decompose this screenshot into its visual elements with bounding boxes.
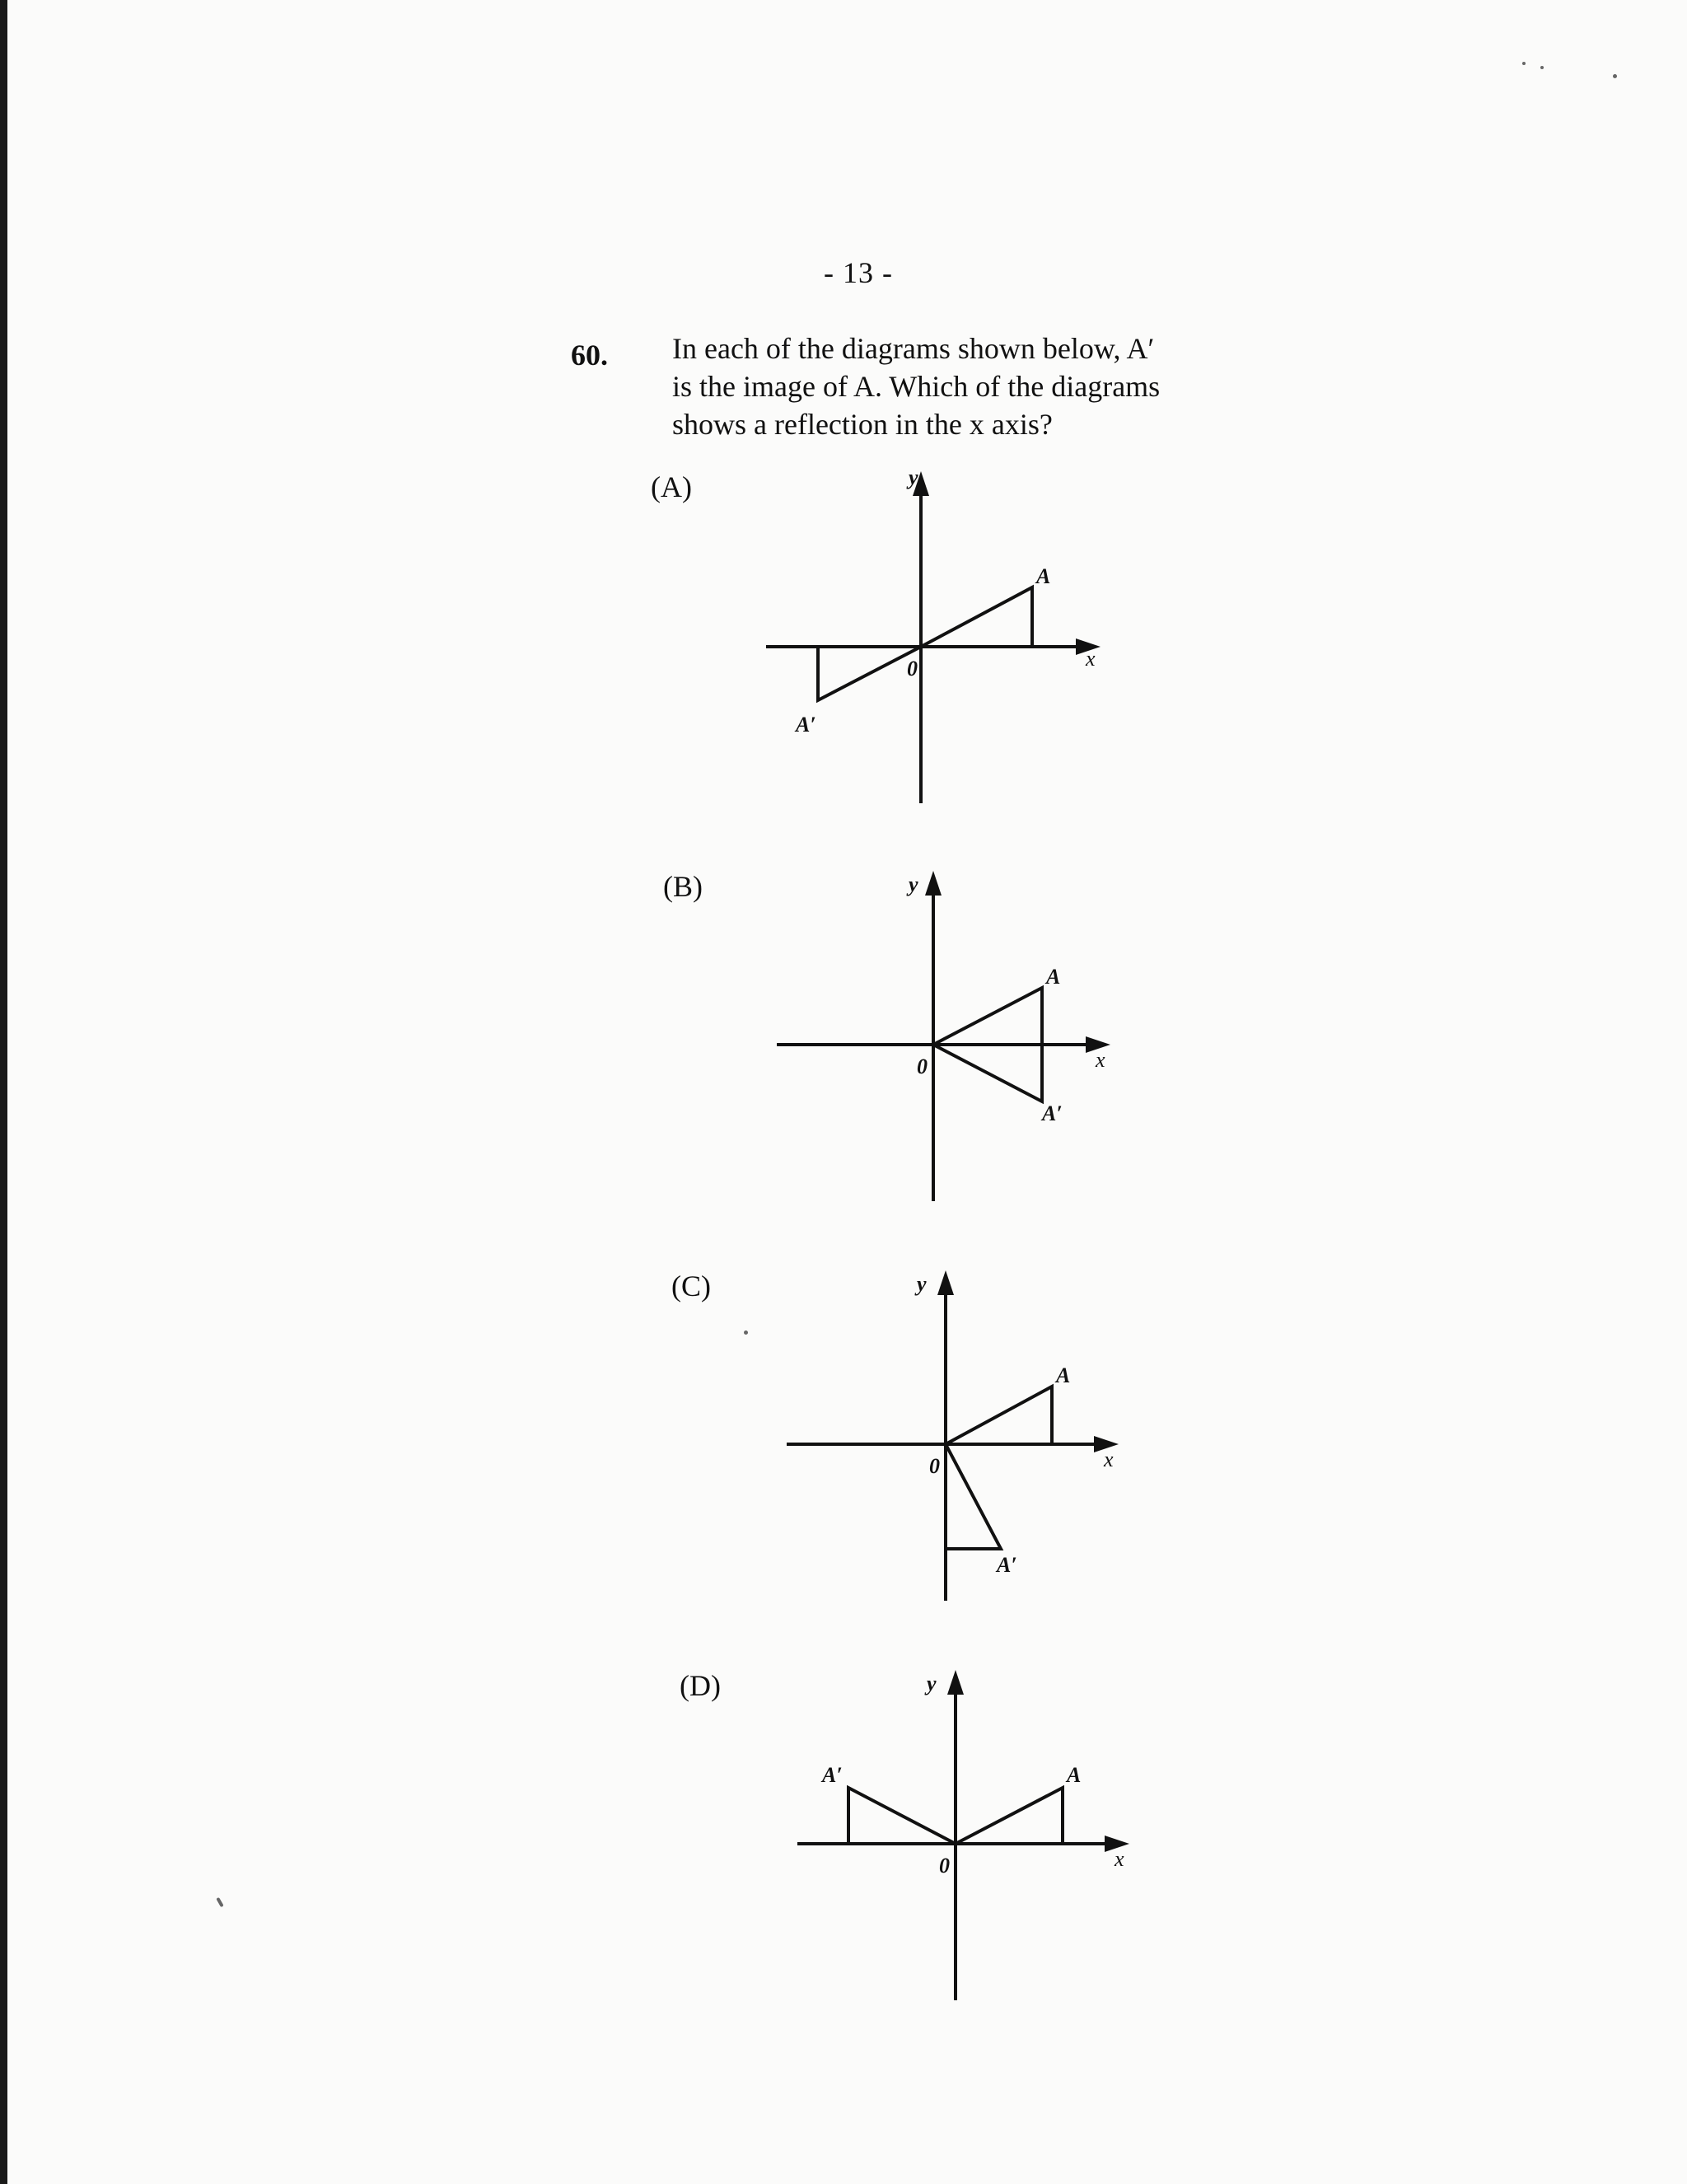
diagram-d [797,1670,1129,2000]
diagram-c-triangle-a-prime [946,1444,1001,1549]
scan-speck [1613,74,1617,78]
scan-speck [1522,62,1526,65]
diagram-d-image-label: A′ [822,1763,843,1787]
diagram-a-image-label: A′ [796,713,816,737]
diagram-a-y-label: y [909,465,918,489]
diagram-d-point-label: A [1067,1763,1082,1787]
diagram-c-y-arrow [937,1270,954,1295]
diagram-d-y-label: y [927,1672,937,1695]
diagram-a-origin-label: 0 [907,657,918,680]
option-d-label: (D) [680,1669,721,1702]
diagram-c-point-label: A [1056,1363,1071,1387]
diagram-d-origin-label: 0 [939,1854,950,1878]
diagram-c-image-label: A′ [997,1553,1017,1577]
diagram-c-origin-label: 0 [929,1454,940,1478]
diagram-b-y-label: y [909,872,918,896]
question-line-2: is the image of A. Which of the diagrams [672,370,1161,403]
diagram-a-point-label: A [1036,564,1051,588]
option-a-label: (A) [651,470,692,503]
diagram-b-point-label: A [1046,965,1061,989]
diagram-a-triangle-a-prime [818,647,921,700]
diagram-a-x-label: x [1086,647,1096,671]
scan-speck [744,1331,748,1335]
question-line-3: shows a reflection in the x axis? [672,408,1053,441]
diagram-b [777,871,1110,1201]
option-c-label: (C) [671,1270,711,1302]
diagram-a [766,465,1101,803]
diagram-b-image-label: A′ [1042,1101,1063,1125]
diagram-d-triangle-a-prime [848,1788,956,1844]
diagram-c-triangle-a [946,1387,1052,1444]
page-number: - 13 - [824,256,893,289]
diagram-d-x-label: x [1115,1847,1124,1871]
diagram-b-x-label: x [1096,1048,1105,1072]
diagram-c [787,1270,1119,1601]
option-b-label: (B) [663,870,703,903]
diagram-c-x-label: x [1104,1447,1114,1471]
diagram-c-y-label: y [917,1272,927,1296]
diagram-b-origin-label: 0 [917,1055,928,1078]
diagram-a-triangle-a [921,587,1032,647]
diagram-d-triangle-a [956,1788,1063,1844]
scan-speck [1540,66,1544,69]
question-line-1: In each of the diagrams shown below, A′ [672,332,1155,365]
question-number: 60. [571,339,608,372]
diagram-b-y-arrow [925,871,942,896]
diagram-d-y-arrow [947,1670,964,1695]
